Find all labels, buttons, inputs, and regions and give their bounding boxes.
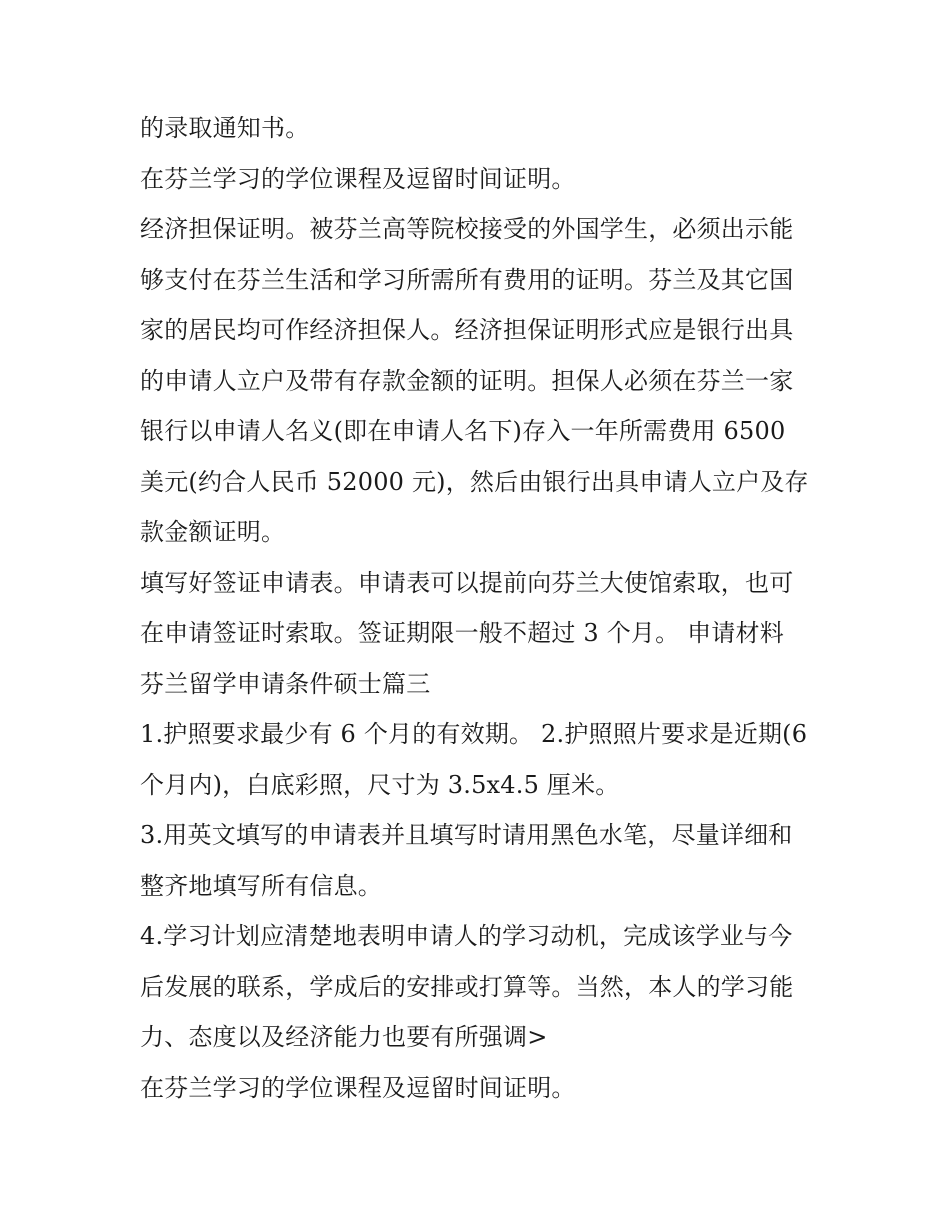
text-line: 后发展的联系，学成后的安排或打算等。当然，本人的学习能 [140,972,794,1001]
text-line: 填写好签证申请表。申请表可以提前向芬兰大使馆索取，也可 [140,568,794,597]
document-body [140,103,820,1113]
text-line: 个月内)，白底彩照，尺寸为 3.5x4.5 厘米。 [140,770,620,799]
section-heading: 芬兰留学申请条件硕士篇三 [140,669,431,698]
text-line: 4.学习计划应清楚地表明申请人的学习动机，完成该学业与今 [140,922,793,950]
text-line: 整齐地填写所有信息。 [140,871,382,900]
text-line: 在芬兰学习的学位课程及逗留时间证明。 [140,164,576,193]
text-line: 银行以申请人名义(即在申请人名下)存入一年所需费用 6500 [140,417,786,445]
text-line: 美元(约合人民币 52000 元)，然后由银行出具申请人立户及存 [140,467,809,496]
text-line: 家的居民均可作经济担保人。经济担保证明形式应是银行出具 [140,316,794,344]
text-line: 3.用英文填写的申请表并且填写时请用黑色水笔，尽量详细和 [140,821,793,849]
text-line: 1.护照要求最少有 6 个月的有效期。 2.护照照片要求是近期(6 [140,720,808,748]
text-line: 在芬兰学习的学位课程及逗留时间证明。 [140,1073,576,1102]
text-line: 的申请人立户及带有存款金额的证明。担保人必须在芬兰一家 [140,366,794,395]
text-line: 力、态度以及经济能力也要有所强调> [140,1023,548,1051]
text-line: 够支付在芬兰生活和学习所需所有费用的证明。芬兰及其它国 [140,265,794,294]
text-line: 在申请签证时索取。签证期限一般不超过 3 个月。 申请材料 [140,619,784,647]
text-line: 的录取通知书。 [140,114,310,142]
text-line: 款金额证明。 [140,518,286,546]
text-line: 经济担保证明。被芬兰高等院校接受的外国学生，必须出示能 [140,215,794,243]
